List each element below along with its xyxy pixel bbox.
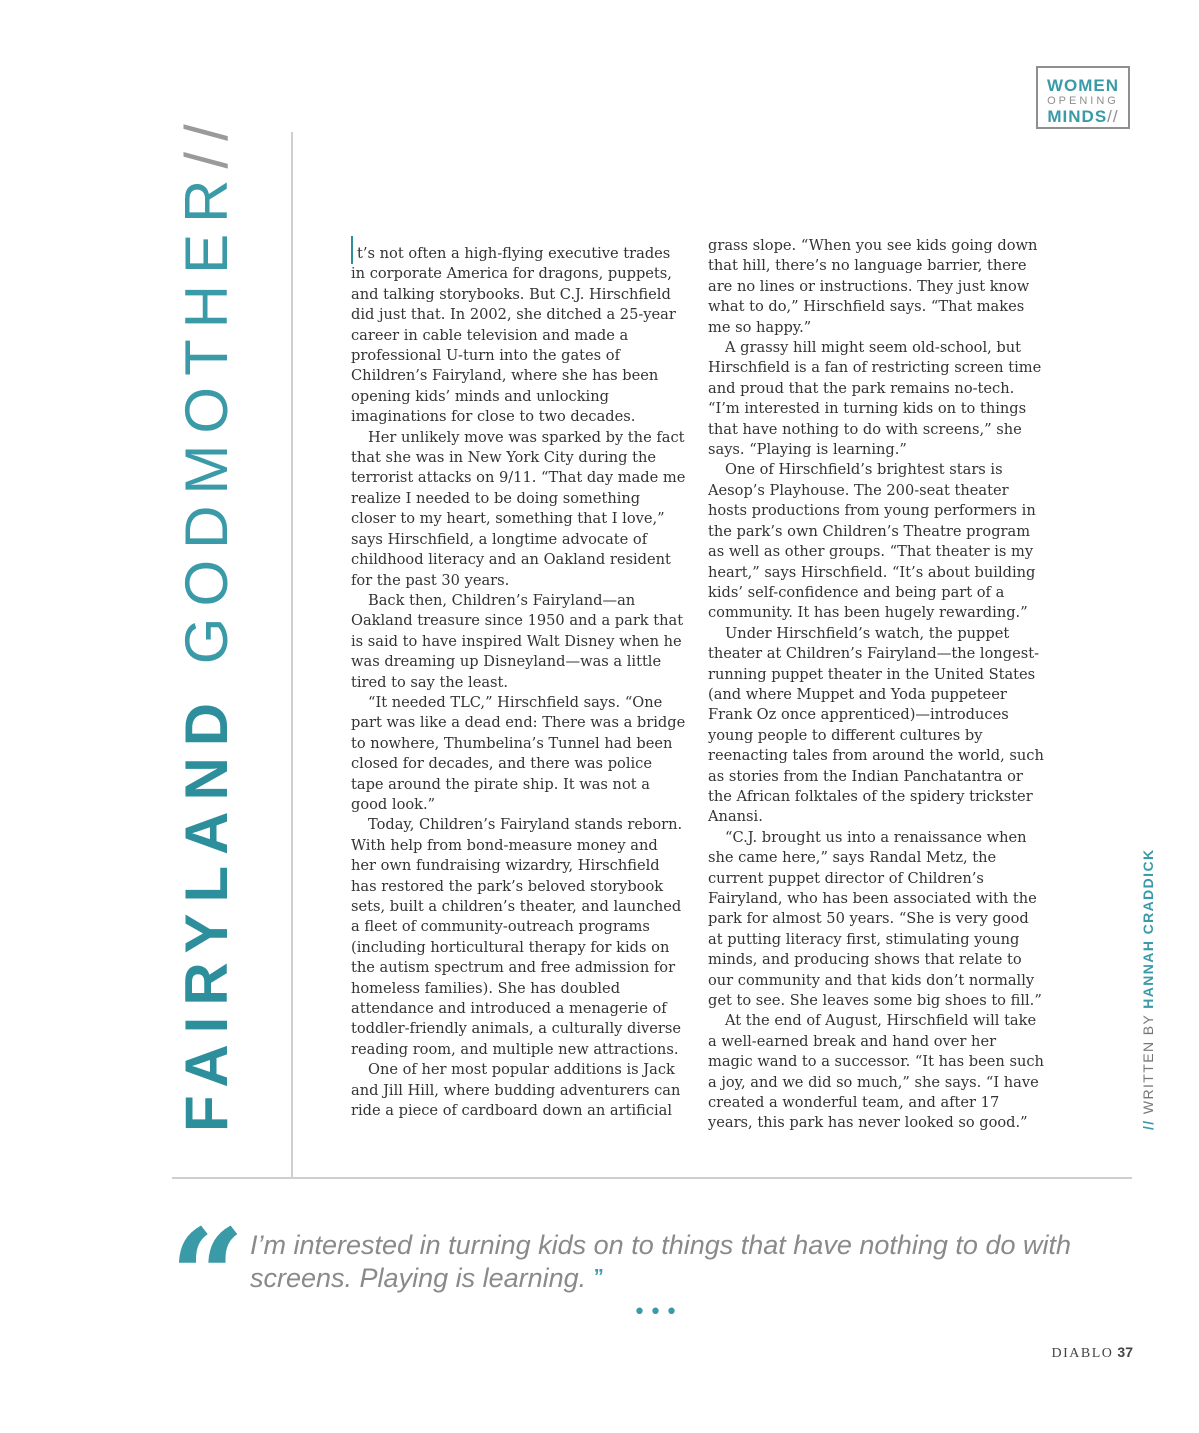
byline (1138, 849, 1158, 1130)
article-column-left (351, 236, 687, 1121)
paragraph: grass slope. “When you see kids going down that hill, there’s no language barrier, there are no lines or instructions. They just know what to do,” Hirschfield says. “That makes me so happy.” (708, 237, 1038, 336)
page-number: 37 (1117, 1344, 1133, 1360)
page-footer (1052, 1344, 1133, 1362)
ornament-dots: ••• (633, 1300, 681, 1325)
pull-quote-text: I’m interested in turning kids on to things that have nothing to do with screens. Playing is learning. (250, 1230, 1071, 1293)
paragraph: “C.J. brought us into a renaissance when she came here,” says Randal Metz, the current puppet director of Children’s Fairyland, who has been associated with the park for almost 50 years. “She is very good at putting literacy first, stimulating young minds, and producing shows that relate to our community and that kids don’t normally get to see. She leaves some big shoes to fill.” (708, 828, 1042, 1010)
title-bold-part: FAIRYLAND (173, 691, 240, 1132)
paragraph: Today, Children’s Fairyland stands reborn. With help from bond-measure money and her own fundraising wizardry, Hirschfield has restored the park’s beloved storybook sets, built a children’s theater, and launched a fleet of community-outreach programs (including horticultural therapy for kids on the autism spectrum and free admission for homeless families). She has doubled attendance and introduced a menagerie of toddler-friendly animals, a culturally diverse reading room, and multiple new attractions. (351, 816, 683, 1058)
close-quote-mark: ” (593, 1266, 604, 1288)
badge-slashes: // (1107, 107, 1119, 126)
paragraph: “It needed TLC,” Hirschfield says. “One part was like a dead end: There was a bridge to nowhere, Thumbelina’s Tunnel had been closed for decades, and there was police tape around the pirate ship. It was not a good look.” (351, 693, 686, 813)
badge-line-minds (1038, 108, 1128, 125)
horizontal-divider (172, 1177, 1132, 1179)
badge-minds-text: MINDS (1047, 107, 1108, 126)
paragraph: Her unlikely move was sparked by the fact that she was in New York City during the terrorist attacks on 9/11. “That day made me realize I needed to be doing something closer to my heart, something that I love,” says Hirschfield, a longtime advocate of childhood literacy and an Oakland resident for the past 30 years. (351, 428, 686, 589)
section-badge (1036, 66, 1130, 129)
title-slashes: // (173, 113, 240, 169)
magazine-name: DIABLO (1051, 1346, 1114, 1361)
badge-line-women: WOMEN (1046, 76, 1120, 95)
pull-quote (250, 1229, 1130, 1294)
paragraph: At the end of August, Hirschfield will take a well-earned break and hand over her magic wand to a successor. “It has been such a joy, and we did so much,” she says. “I have created a wonderful team, and after 17 years, this park has never looked so good.” (708, 1012, 1044, 1132)
paragraph: One of her most popular additions is Jack and Jill Hill, where budding adventurers can ride a piece of cardboard down an artificial (351, 1061, 681, 1120)
paragraph: A grassy hill might seem old-school, but Hirschfield is a fan of restricting screen time and proud that the park remains no-tech. “I’m interested in turning kids on to things that have nothing to do with screens,” she says. “Playing is learning.” (708, 339, 1042, 459)
drop-cap-bar (351, 236, 353, 264)
byline-author: HANNAH CRADDICK (1140, 848, 1156, 1009)
badge-line-opening: OPENING (1047, 95, 1119, 107)
paragraph-text: t’s not often a high-flying executive trades in corporate America for dragons, puppets, and talking storybooks. But C.J. Hirschfield did just that. In 2002, she ditched a 25-year career in cable television and made a professional U-turn into the gates of Children’s Fairyland, where she has been opening kids’ minds and unlocking imaginations for close to two decades. (351, 245, 676, 426)
title-light-part: GODMOTHER (173, 168, 240, 665)
paragraph: Back then, Children’s Fairyland—an Oakland treasure since 1950 and a park that is said to have inspired Walt Disney when he was dreaming up Disneyland—was a little tired to say the least. (351, 591, 684, 691)
paragraph: One of Hirschfield’s brightest stars is Aesop’s Playhouse. The 200-seat theater hosts productions from young performers in the park’s own Children’s Theatre program as well as other groups. “That theater is my heart,” says Hirschfield. “It’s about building kids’ self-confidence and being part of a community. It has been hugely rewarding.” (708, 461, 1036, 622)
byline-slashes: // (1140, 1119, 1156, 1130)
byline-prefix: WRITTEN BY (1140, 1014, 1156, 1115)
vertical-divider (291, 132, 293, 1178)
paragraph (351, 236, 687, 428)
open-quote-mark: “ (170, 1200, 245, 1353)
article-column-right (708, 236, 1044, 1134)
article-title (172, 113, 242, 1132)
paragraph: Under Hirschfield’s watch, the puppet theater at Children’s Fairyland—the longest-running puppet theater in the United States (and where Muppet and Yoda puppeteer Frank Oz once apprenticed)—introduces young people to different cultures by reenacting tales from around the world, such as stories from the Indian Panchatantra or the African folktales of the spidery trickster Anansi. (708, 624, 1044, 826)
